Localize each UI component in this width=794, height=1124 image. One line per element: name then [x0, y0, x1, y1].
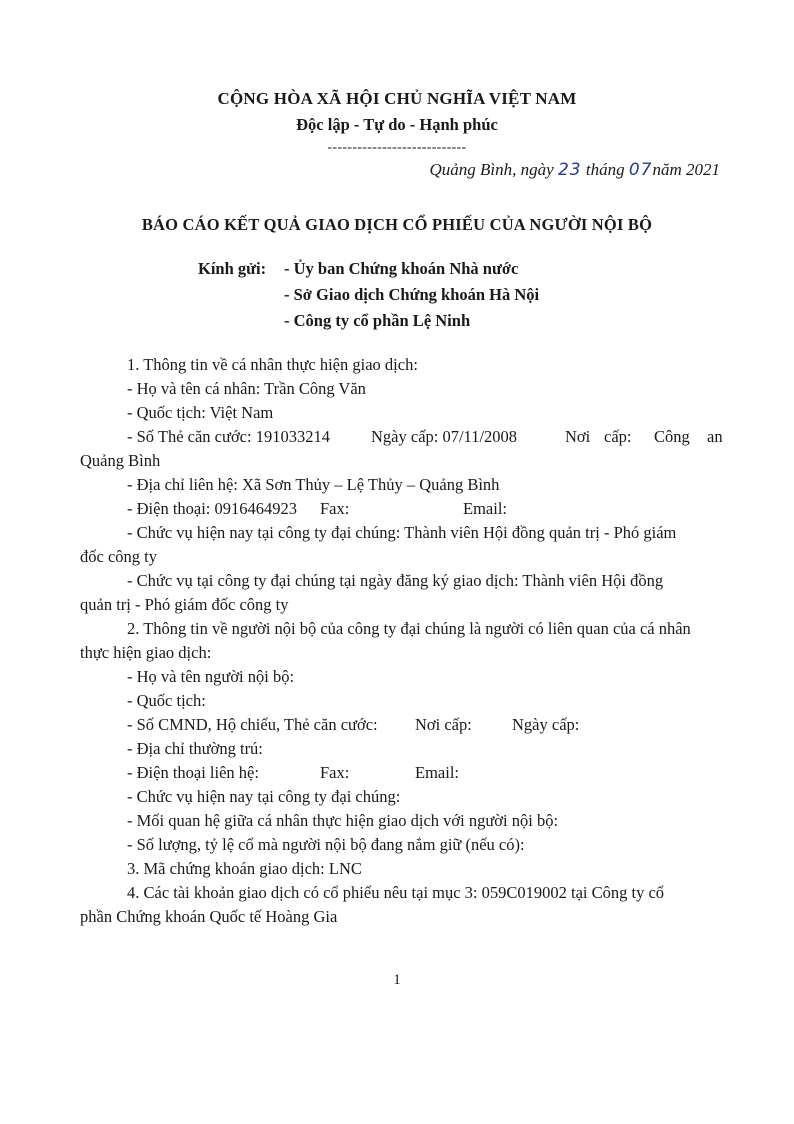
handwritten-month: 07	[628, 160, 653, 180]
section4-line1: 4. Các tài khoản giao dịch có cổ phiếu nêu tại mục 3: 059C019002 tại Công ty cổ	[127, 883, 665, 902]
motto: Độc lập - Tự do - Hạnh phúc	[296, 115, 498, 134]
s2-name: - Họ và tên người nội bộ:	[127, 667, 295, 686]
s1-id-place-cont: Quảng Bình	[80, 451, 161, 470]
handwritten-day: 23	[557, 160, 582, 180]
s2-email: Email:	[415, 763, 459, 782]
s2-id-place: Nơi cấp:	[415, 715, 472, 734]
s1-id-place-2: cấp:	[604, 427, 632, 446]
section3: 3. Mã chứng khoán giao dịch: LNC	[127, 859, 362, 878]
s1-address: - Địa chỉ liên hệ: Xã Sơn Thủy – Lệ Thủy – Quảng Bình	[127, 475, 500, 494]
s2-id: - Số CMND, Hộ chiếu, Thẻ căn cước:	[127, 715, 378, 734]
section2-heading-cont: thực hiện giao dịch:	[80, 643, 212, 662]
s1-position-reg: - Chức vụ tại công ty đại chúng tại ngày đăng ký giao dịch: Thành viên Hội đồng	[127, 571, 664, 590]
section4-line2: phần Chứng khoán Quốc tế Hoàng Gia	[80, 907, 338, 926]
s1-id-place-4: an	[707, 427, 723, 446]
section2-heading: 2. Thông tin về người nội bộ của công ty đại chúng là người có liên quan của cá nhân	[127, 619, 691, 638]
s2-relation: - Mối quan hệ giữa cá nhân thực hiện giao dịch với người nội bộ:	[127, 811, 559, 830]
s2-nationality: - Quốc tịch:	[127, 691, 206, 710]
s2-address: - Địa chỉ thường trú:	[127, 739, 263, 758]
s2-position: - Chức vụ hiện nay tại công ty đại chúng:	[127, 787, 401, 806]
s2-phone: - Điện thoại liên hệ:	[127, 763, 259, 782]
recipients-label: Kính gửi:	[198, 259, 267, 278]
dateline-mid: tháng	[581, 160, 629, 179]
report-title: BÁO CÁO KẾT QUẢ GIAO DỊCH CỔ PHIẾU CỦA NGƯỜI NỘI BỘ	[141, 215, 653, 234]
s2-holding: - Số lượng, tỷ lệ cổ mà người nội bộ đang nắm giữ (nếu có):	[127, 835, 525, 854]
s1-fax: Fax:	[320, 499, 350, 518]
s1-position-reg-cont: quản trị - Phó giám đốc công ty	[80, 595, 289, 614]
dateline	[430, 160, 720, 180]
s1-email: Email:	[463, 499, 507, 518]
s1-name: - Họ và tên cá nhân: Trần Công Văn	[127, 379, 366, 398]
s1-phone: - Điện thoại: 0916464923	[127, 499, 298, 518]
s1-id-date: Ngày cấp: 07/11/2008	[371, 427, 518, 446]
page-number: 1	[393, 972, 401, 988]
recipient-3: - Công ty cổ phần Lệ Ninh	[284, 311, 471, 330]
s2-fax: Fax:	[320, 763, 350, 782]
s1-id-place-3: Công	[654, 427, 690, 446]
dateline-suffix: năm 2021	[652, 160, 720, 179]
nation-heading: CỘNG HÒA XÃ HỘI CHỦ NGHĨA VIỆT NAM	[217, 89, 577, 108]
s1-id-place-1: Nơi	[565, 427, 591, 446]
dateline-prefix: Quảng Bình, ngày	[429, 160, 558, 179]
section1-heading: 1. Thông tin về cá nhân thực hiện giao dịch:	[127, 355, 418, 374]
separator-line: ----------------------------	[327, 140, 467, 155]
recipient-1: - Ủy ban Chứng khoán Nhà nước	[284, 259, 519, 278]
s1-id-number: - Số Thẻ căn cước: 191033214	[127, 427, 330, 446]
s1-position-now: - Chức vụ hiện nay tại công ty đại chúng: Thành viên Hội đồng quản trị - Phó giám	[127, 523, 677, 542]
s2-id-date: Ngày cấp:	[512, 715, 580, 734]
recipient-2: - Sở Giao dịch Chứng khoán Hà Nội	[284, 285, 540, 304]
s1-position-now-cont: đốc công ty	[80, 547, 157, 566]
s1-nationality: - Quốc tịch: Việt Nam	[127, 403, 274, 422]
